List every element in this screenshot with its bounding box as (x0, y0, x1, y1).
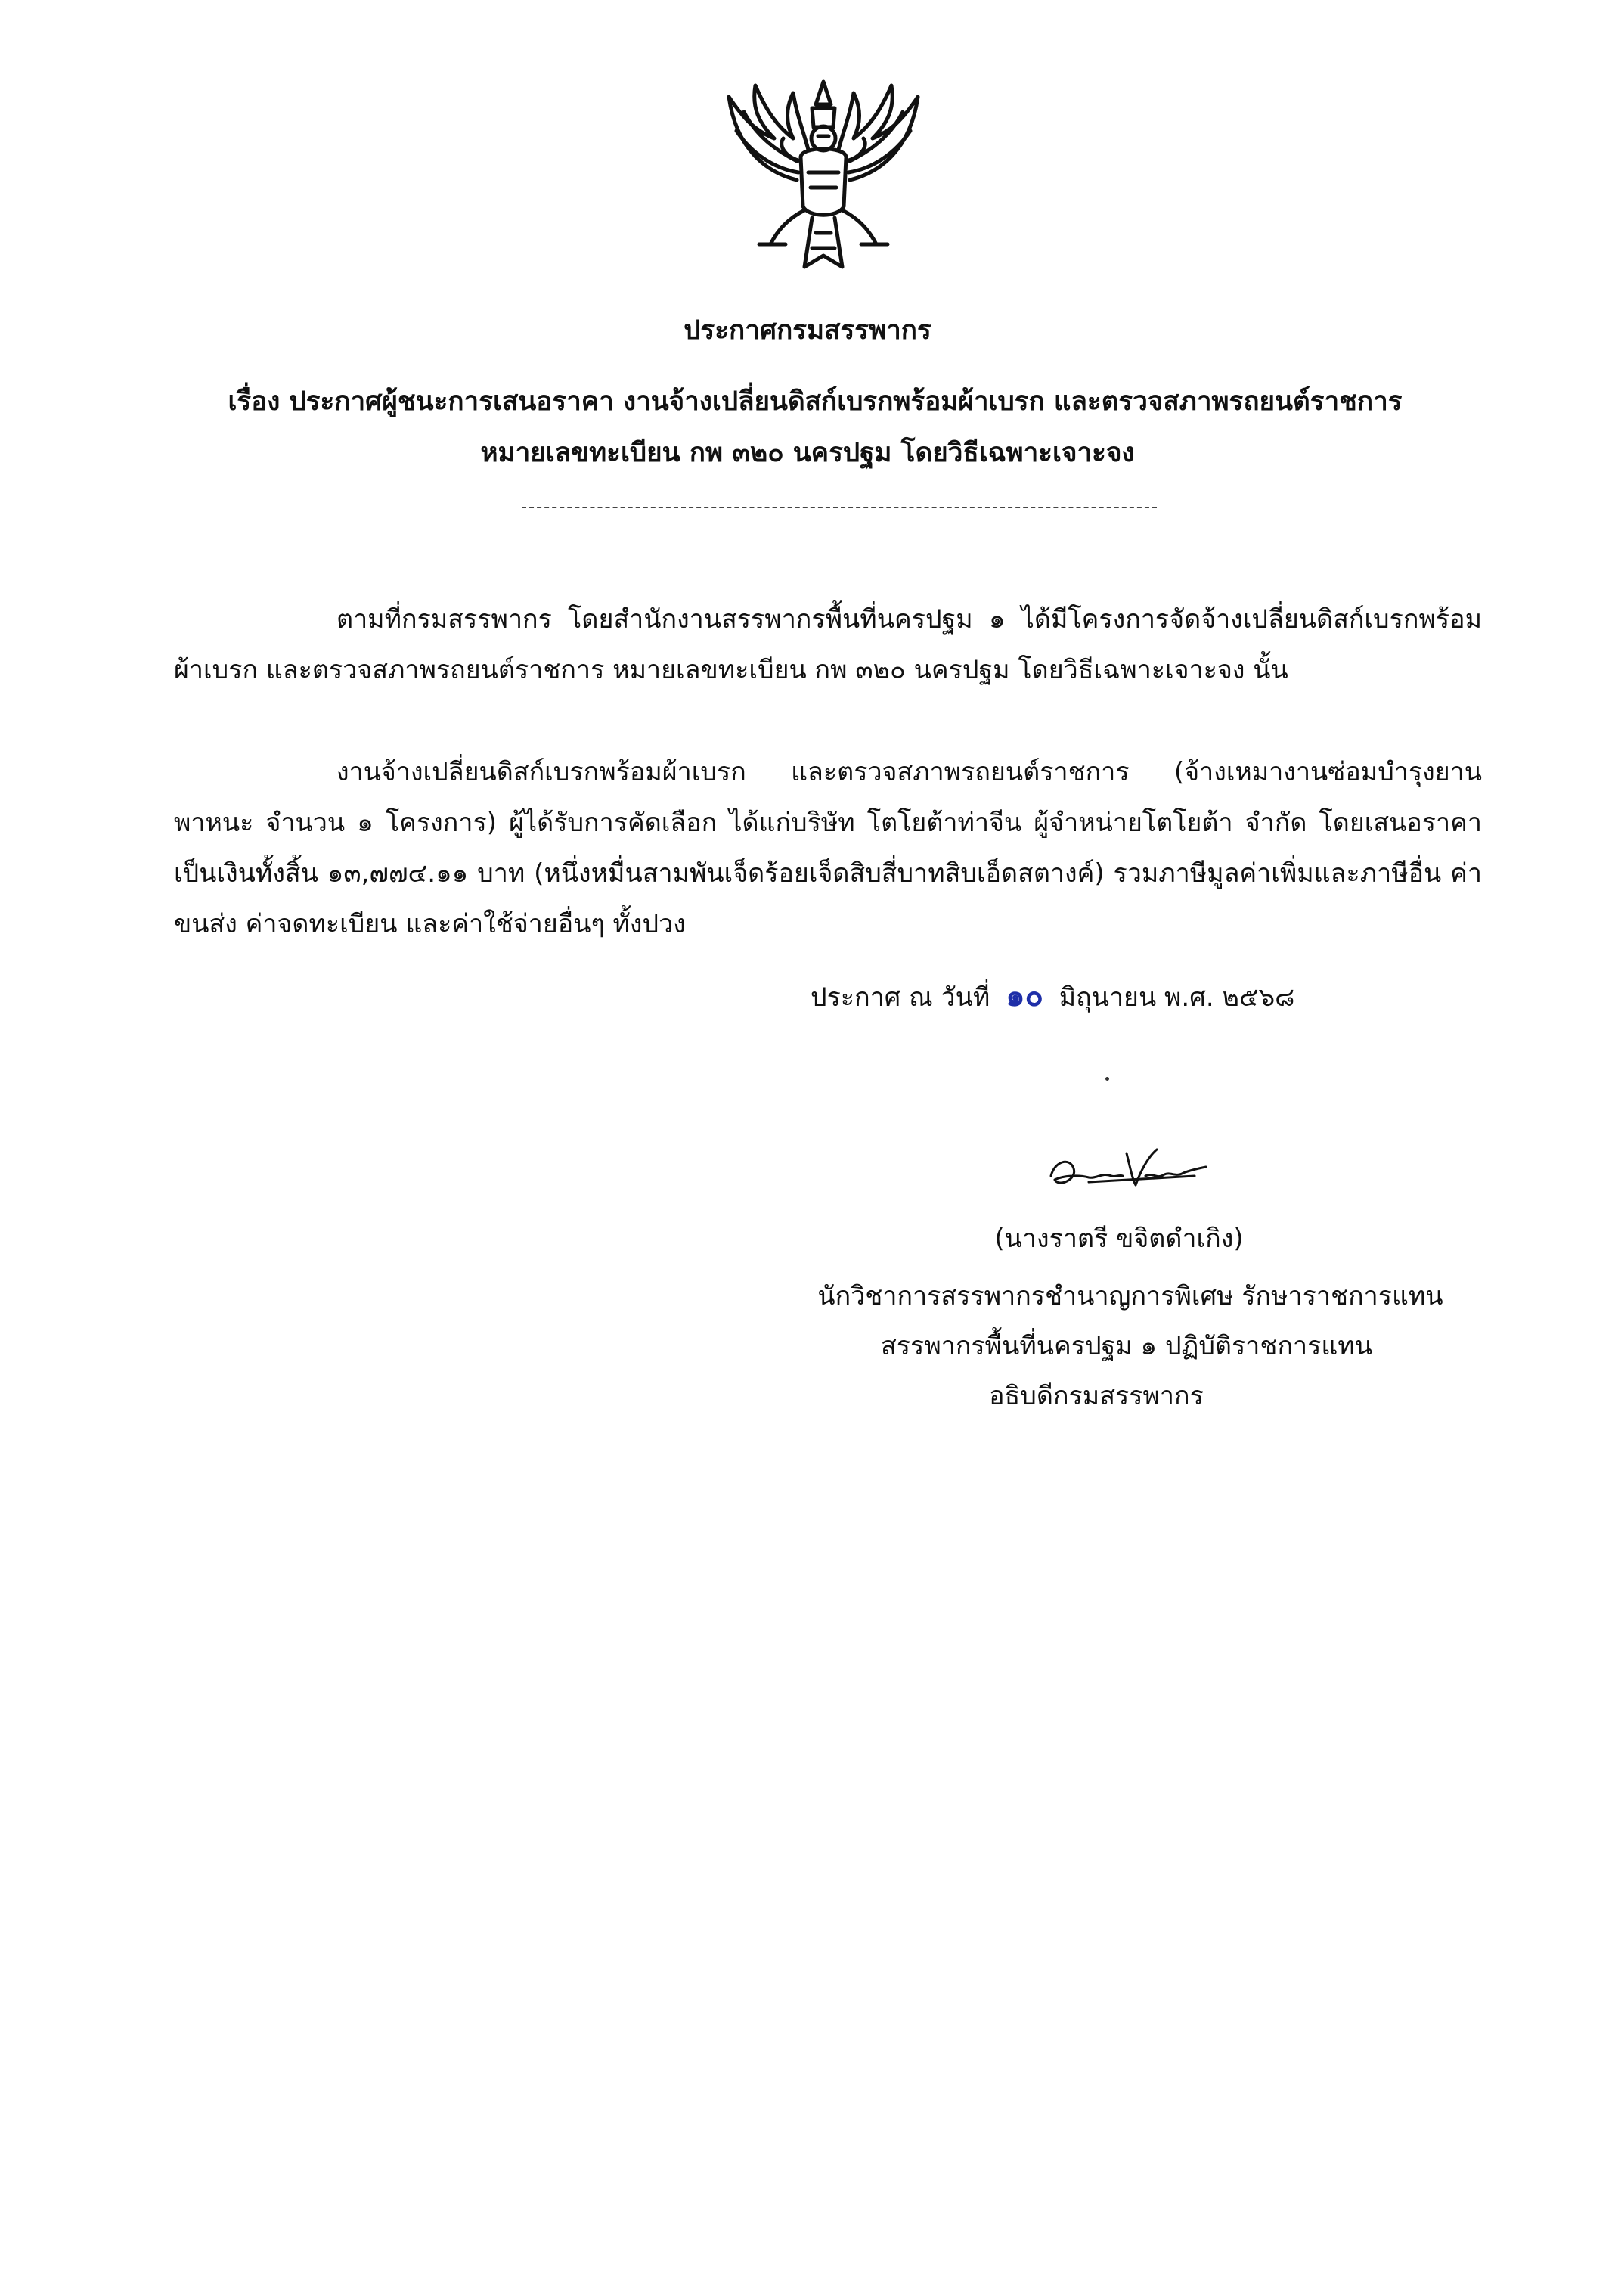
separator-rule (522, 507, 1157, 508)
paragraph-award: งานจ้างเปลี่ยนดิสก์เบรกพร้อมผ้าเบรก และตรวจสภาพรถยนต์ราชการ (จ้างเหมางานซ่อมบำรุงยานพาหนะ จำนวน ๑ โครงการ) ผู้ได้รับการคัดเลือก ได้แก่บริษัท โตโยต้าท่าจีน ผู้จำหน่ายโตโยต้า จำกัด โดยเสนอราคา เป็นเงินทั้งสิ้น ๑๓,๗๗๔.๑๑ บาท (หนึ่งหมื่นสามพันเจ็ดร้อยเจ็ดสิบสี่บาทสิบเอ็ดสตางค์) รวมภาษีมูลค่าเพิ่มและภาษีอื่น ค่าขนส่ง ค่าจดทะเบียน และค่าใช้จ่ายอื่นๆ ทั้งปวง (174, 757, 1482, 939)
document-title: ประกาศกรมสรรพากร (684, 315, 931, 346)
paragraph-background: ตามที่กรมสรรพากร โดยสำนักงานสรรพากรพื้นที่นครปฐม ๑ ได้มีโครงการจัดจ้างเปลี่ยนดิสก์เบรกพร้อมผ้าเบรก และตรวจสภาพรถยนต์ราชการ หมายเลขทะเบียน กพ ๓๒๐ นครปฐม โดยวิธีเฉพาะเจาะจง นั้น (174, 604, 1482, 685)
date-prefix: ประกาศ ณ วันที่ (811, 982, 990, 1013)
date-day: ๑๐ (1006, 979, 1043, 1013)
subject-line-2: หมายเลขทะเบียน กพ ๓๒๐ นครปฐม โดยวิธีเฉพาะเจาะจง (480, 438, 1135, 468)
subject-line-1: เรื่อง ประกาศผู้ชนะการเสนอราคา งานจ้างเปลี่ยนดิสก์เบรกพร้อมผ้าเบรก และตรวจสภาพรถยนต์ราชการ (228, 386, 1403, 417)
signer-position-2: สรรพากรพื้นที่นครปฐม ๑ ปฏิบัติราชการแทน (881, 1331, 1372, 1361)
signer-position-3: อธิบดีกรมสรรพากร (989, 1381, 1204, 1411)
signer-position-1: นักวิชาการสรรพากรชำนาญการพิเศษ รักษาราชการแทน (817, 1281, 1443, 1311)
garuda-emblem-icon (714, 67, 933, 286)
announcement-date (811, 971, 1294, 1019)
handwritten-signature-icon (1043, 1138, 1210, 1199)
date-month-year: มิถุนายน พ.ศ. ๒๕๖๘ (1059, 982, 1295, 1013)
signer-name: (นางราตรี ขจิตดำเกิง) (994, 1224, 1244, 1254)
ink-dot (1105, 1077, 1109, 1081)
